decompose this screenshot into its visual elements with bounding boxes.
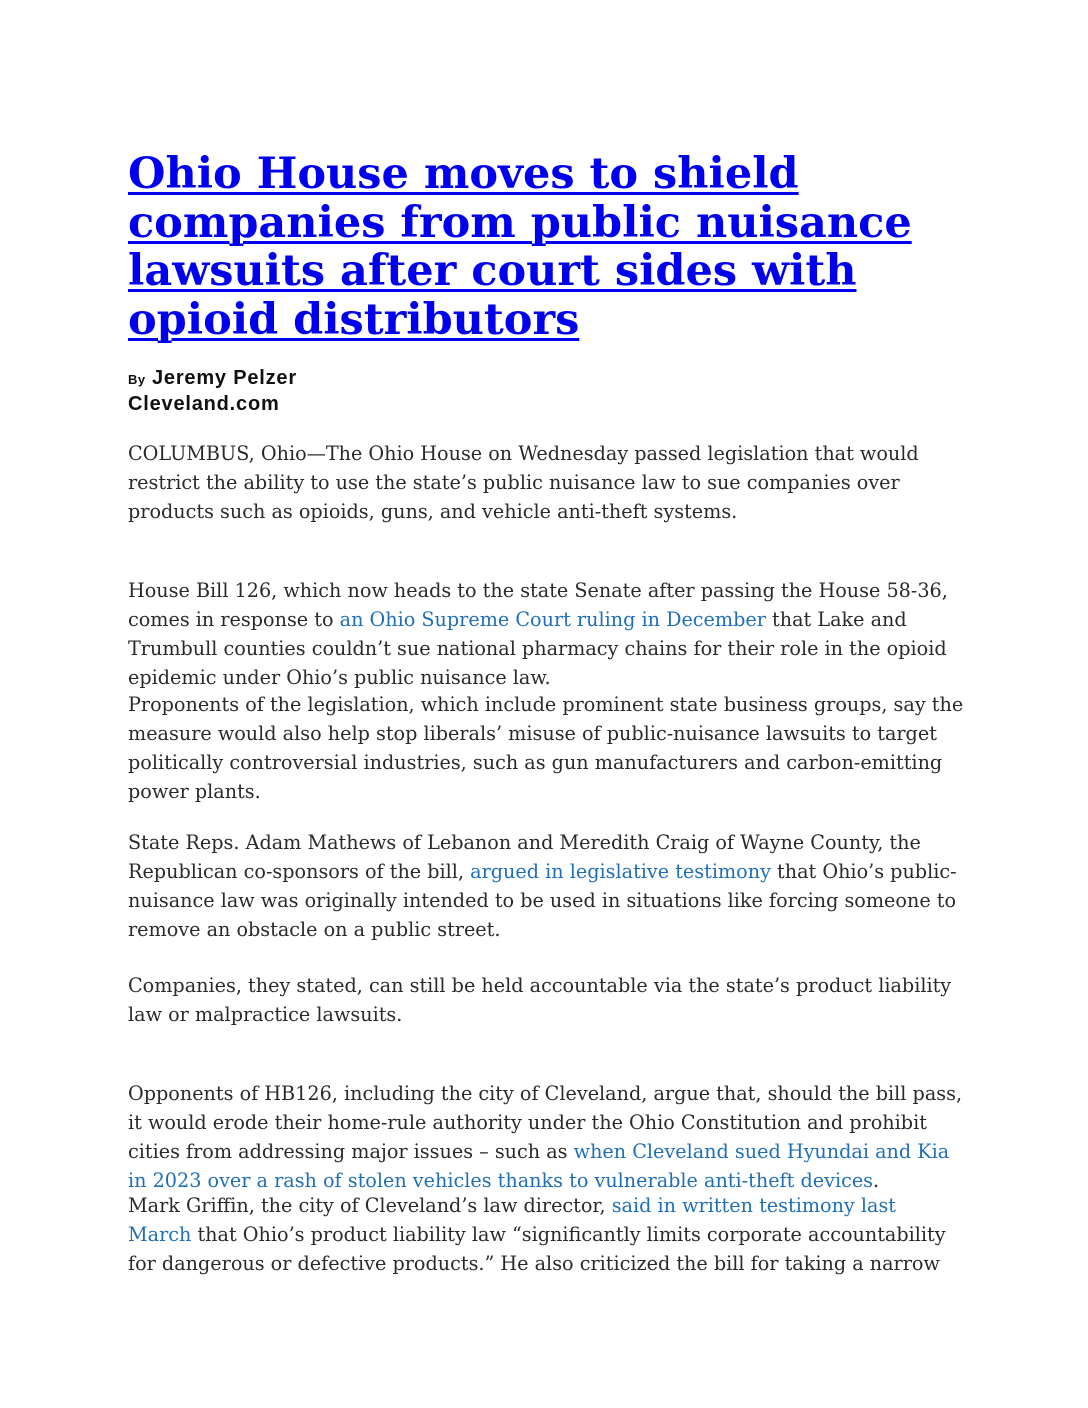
- text-run: Trumbull counties couldn’t sue national pharmacy chains for their role in the opioid: [128, 637, 947, 660]
- text-run: politically controversial industries, such as gun manufacturers and carbon-emitting: [128, 751, 943, 774]
- paragraph-line: [128, 1191, 958, 1220]
- paragraph-line: [128, 828, 958, 857]
- text-run: remove an obstacle on a public street.: [128, 918, 501, 941]
- paragraph-line: [128, 1108, 958, 1137]
- text-run: cities from addressing major issues – such as: [128, 1140, 574, 1163]
- text-run: House Bill 126, which now heads to the state Senate after passing the House 58-36,: [128, 579, 948, 602]
- paragraph-line: [128, 719, 958, 748]
- paragraph: [128, 576, 958, 692]
- text-run: measure would also help stop liberals’ misuse of public-nuisance lawsuits to target: [128, 722, 937, 745]
- paragraph-line: [128, 605, 958, 634]
- text-run: law or malpractice lawsuits.: [128, 1003, 403, 1026]
- paragraph-line: [128, 1079, 963, 1108]
- text-run: .: [873, 1169, 880, 1192]
- paragraph: [128, 690, 964, 806]
- paragraph-line: [128, 468, 958, 497]
- inline-link[interactable]: an Ohio Supreme Court ruling in December: [339, 608, 766, 631]
- text-run: that Lake and: [765, 608, 907, 631]
- inline-link[interactable]: March: [128, 1223, 192, 1246]
- text-run: power plants.: [128, 780, 261, 803]
- text-run: nuisance law was originally intended to be used in situations like forcing someone to: [128, 889, 957, 912]
- paragraph-line: [128, 690, 964, 719]
- paragraph-line: [128, 634, 958, 663]
- inline-link[interactable]: in 2023 over a rash of stolen vehicles thanks to vulnerable anti-theft devices: [128, 1169, 874, 1192]
- paragraph-line: [128, 1249, 958, 1278]
- text-run: products such as opioids, guns, and vehicle anti-theft systems.: [128, 500, 738, 523]
- text-run: for dangerous or defective products.” He also criticized the bill for taking a narrow: [128, 1252, 940, 1275]
- paragraph: [128, 439, 958, 526]
- headline-link[interactable]: Ohio House moves to shield companies from public nuisance lawsuits after court sides with opioid distributors: [128, 149, 912, 345]
- text-run: that Ohio’s public-: [770, 860, 957, 883]
- text-run: Opponents of HB126, including the city of Cleveland, argue that, should the bill pass,: [128, 1082, 963, 1105]
- paragraph-line: [128, 971, 958, 1000]
- paragraph-line: [128, 915, 958, 944]
- text-run: COLUMBUS, Ohio—The Ohio House on Wednesday passed legislation that would: [128, 442, 919, 465]
- text-run: Companies, they stated, can still be held accountable via the state’s product liability: [128, 974, 952, 997]
- paragraph-line: [128, 1000, 958, 1029]
- text-run: that Ohio’s product liability law “significantly limits corporate accountability: [191, 1223, 946, 1246]
- paragraph: [128, 828, 958, 944]
- paragraph: [128, 971, 958, 1029]
- paragraph-line: [128, 1220, 958, 1249]
- paragraph-line: [128, 663, 958, 692]
- paragraph-line: [128, 576, 958, 605]
- paragraph-line: [128, 1137, 958, 1166]
- inline-link[interactable]: argued in legislative testimony: [470, 860, 771, 883]
- text-run: State Reps. Adam Mathews of Lebanon and Meredith Craig of Wayne County, the: [128, 831, 921, 854]
- text-run: Republican co-sponsors of the bill,: [128, 860, 471, 883]
- text-run: restrict the ability to use the state’s public nuisance law to sue companies over: [128, 471, 900, 494]
- inline-link[interactable]: said in written testimony last: [611, 1194, 897, 1217]
- author-name: Jeremy Pelzer: [151, 367, 297, 389]
- text-run: comes in response to: [128, 608, 340, 631]
- paragraph-line: [128, 886, 958, 915]
- byline-prefix: By: [128, 372, 146, 387]
- paragraph-line: [128, 748, 958, 777]
- text-run: Proponents of the legislation, which include prominent state business groups, say the: [128, 693, 964, 716]
- paragraph-line: [128, 857, 958, 886]
- byline: [128, 366, 297, 416]
- text-run: it would erode their home-rule authority under the Ohio Constitution and prohibit: [128, 1111, 927, 1134]
- paragraph-line: [128, 439, 958, 468]
- text-run: epidemic under Ohio’s public nuisance law.: [128, 666, 551, 689]
- outlet-name: Cleveland.com: [128, 393, 280, 415]
- inline-link[interactable]: when Cleveland sued Hyundai and Kia: [573, 1140, 950, 1163]
- paragraph-line: [128, 777, 958, 806]
- paragraph-line: [128, 497, 958, 526]
- text-run: Mark Griffin, the city of Cleveland’s law director,: [128, 1194, 612, 1217]
- paragraph: [128, 1191, 958, 1278]
- paragraph: [128, 1079, 963, 1195]
